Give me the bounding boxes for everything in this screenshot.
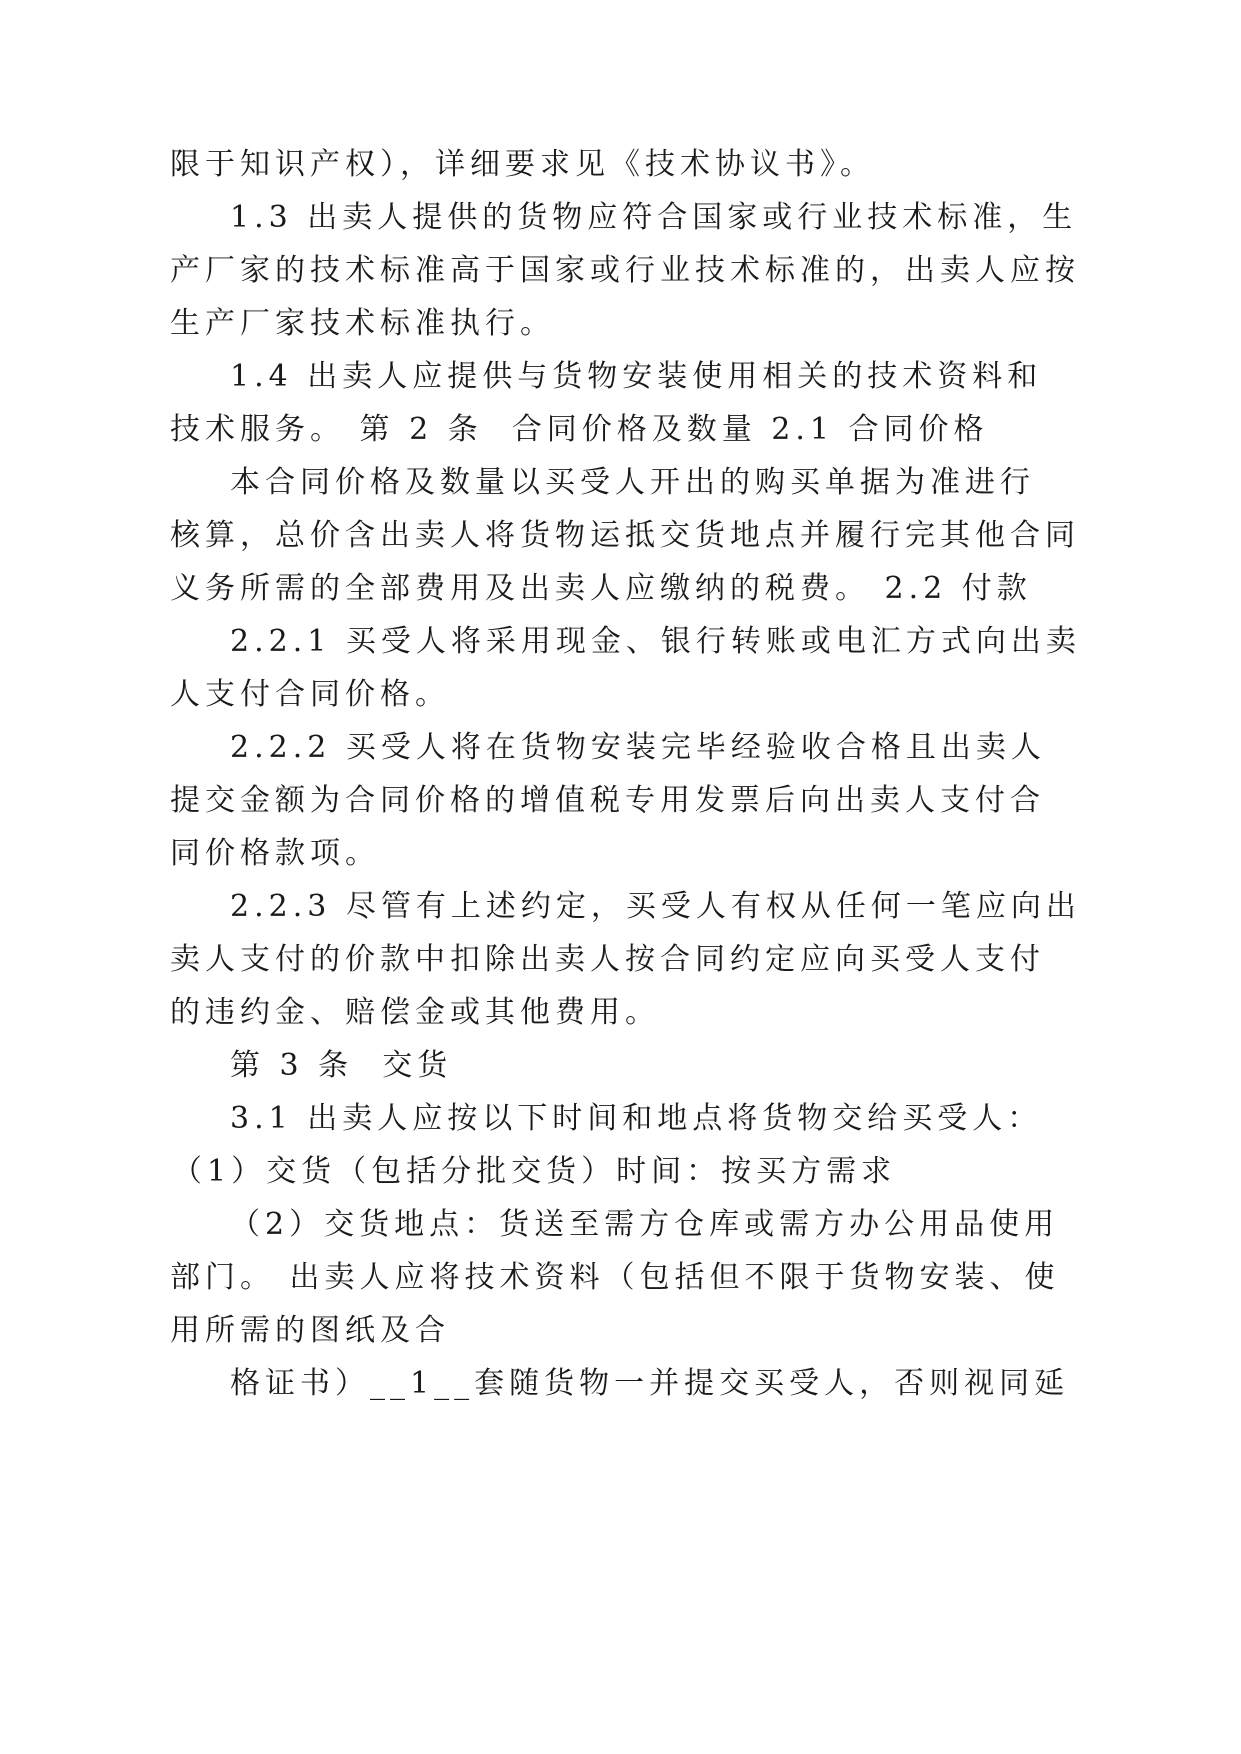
text-line-8: 核算，总价含出卖人将货物运抵交货地点并履行完其他合同 bbox=[170, 518, 1080, 553]
text-line-17: 的违约金、赔偿金或其他费用。 bbox=[170, 995, 660, 1030]
text-line-9: 义务所需的全部费用及出卖人应缴纳的税费。 2.2 付款 bbox=[170, 571, 1032, 606]
text-line-24: 格证书）__1__套随货物一并提交买受人，否则视同延 bbox=[230, 1366, 1070, 1401]
text-line-11: 人支付合同价格。 bbox=[170, 677, 450, 712]
section-heading-3: 第 3 条 交货 bbox=[230, 1048, 453, 1083]
text-line-10: 2.2.1 买受人将采用现金、银行转账或电汇方式向出卖 bbox=[230, 624, 1081, 659]
text-line-23: 用所需的图纸及合 bbox=[170, 1313, 450, 1348]
text-line-16: 卖人支付的价款中扣除出卖人按合同约定应向买受人支付 bbox=[170, 942, 1045, 977]
text-line-13: 提交金额为合同价格的增值税专用发票后向出卖人支付合 bbox=[170, 783, 1045, 818]
text-line-19: 3.1 出卖人应按以下时间和地点将货物交给买受人： bbox=[230, 1101, 1043, 1136]
text-line-22: 部门。 出卖人应将技术资料（包括但不限于货物安装、使 bbox=[170, 1260, 1060, 1295]
text-line-12: 2.2.2 买受人将在货物安装完毕经验收合格且出卖人 bbox=[230, 730, 1046, 765]
text-line-20: （1）交货（包括分批交货）时间：按买方需求 bbox=[172, 1154, 897, 1189]
text-line-3: 产厂家的技术标准高于国家或行业技术标准的，出卖人应按 bbox=[170, 253, 1080, 288]
text-line-6: 技术服务。 第 2 条 合同价格及数量 2.1 合同价格 bbox=[170, 412, 989, 447]
text-line-14: 同价格款项。 bbox=[170, 836, 380, 871]
text-line-1: 限于知识产权），详细要求见《技术协议书》。 bbox=[170, 147, 875, 182]
text-line-15: 2.2.3 尽管有上述约定，买受人有权从任何一笔应向出 bbox=[230, 889, 1081, 924]
text-line-7: 本合同价格及数量以买受人开出的购买单据为准进行 bbox=[230, 465, 1035, 500]
text-line-21: （2）交货地点：货送至需方仓库或需方办公用品使用 bbox=[230, 1207, 1060, 1242]
text-line-4: 生产厂家技术标准执行。 bbox=[170, 306, 555, 341]
text-line-2: 1.3 出卖人提供的货物应符合国家或行业技术标准，生 bbox=[230, 200, 1078, 235]
text-line-5: 1.4 出卖人应提供与货物安装使用相关的技术资料和 bbox=[230, 359, 1043, 394]
